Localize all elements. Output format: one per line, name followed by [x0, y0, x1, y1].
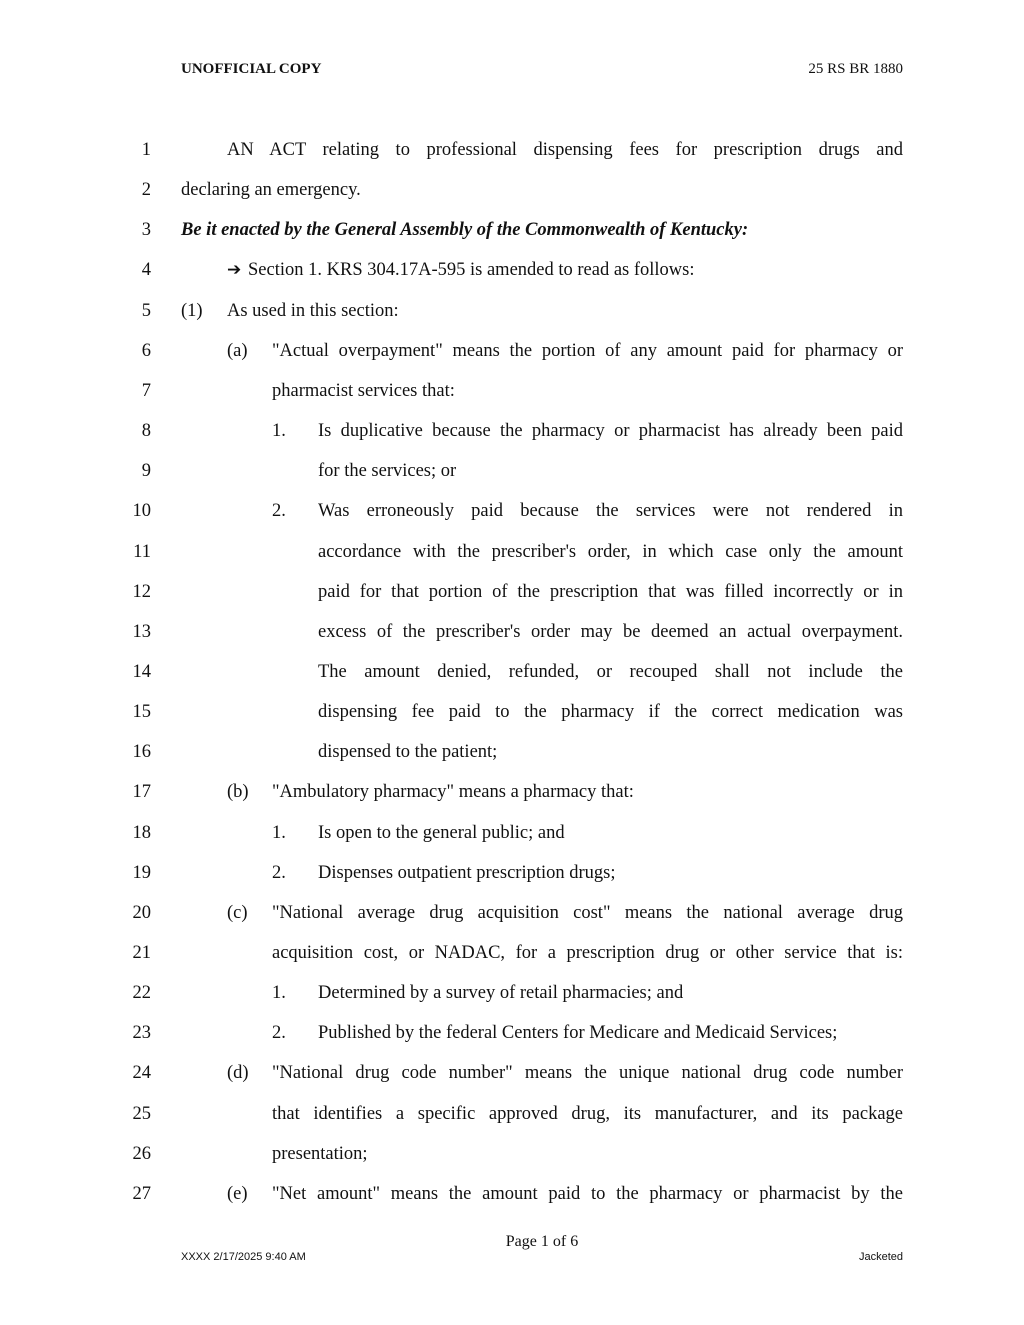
- line-number: 22: [132, 983, 151, 1003]
- list-marker: (d): [227, 1063, 249, 1083]
- list-marker: (1): [181, 301, 203, 321]
- line-text: that identifies a specific approved drug, its manufacturer, and its package: [272, 1104, 903, 1124]
- line-number: 7: [141, 381, 151, 401]
- line-text: Published by the federal Centers for Medicare and Medicaid Services;: [318, 1023, 838, 1043]
- line-number: 16: [132, 742, 151, 762]
- line-text: acquisition cost, or NADAC, for a prescription drug or other service that is:: [272, 943, 903, 963]
- line-number: 10: [132, 501, 151, 521]
- line-text: Is open to the general public; and: [318, 823, 565, 843]
- header-unofficial-copy: UNOFFICIAL COPY: [181, 61, 322, 77]
- line-text: Be it enacted by the General Assembly of the Commonwealth of Kentucky:: [181, 220, 749, 240]
- line-number: 17: [132, 782, 151, 802]
- line-number: 11: [133, 542, 151, 562]
- page-number: Page 1 of 6: [505, 1233, 579, 1250]
- list-marker: 1.: [272, 983, 286, 1003]
- line-number: 27: [132, 1184, 151, 1204]
- line-number: 12: [132, 582, 151, 602]
- line-text: declaring an emergency.: [181, 180, 361, 200]
- line-number: 9: [141, 461, 151, 481]
- line-text: paid for that portion of the prescription that was filled incorrectly or in: [318, 582, 903, 602]
- line-number: 21: [132, 943, 151, 963]
- line-number: 25: [132, 1104, 151, 1124]
- section-arrow-icon: ➔: [227, 260, 242, 280]
- line-text: Determined by a survey of retail pharmacies; and: [318, 983, 684, 1003]
- line-number: 23: [132, 1023, 151, 1043]
- line-number: 3: [141, 220, 151, 240]
- line-number: 2: [141, 180, 151, 200]
- list-marker: (c): [227, 903, 248, 923]
- header-bill-number: 25 RS BR 1880: [808, 61, 903, 77]
- footer-status: Jacketed: [858, 1251, 903, 1263]
- line-text: AN ACT relating to professional dispensing fees for prescription drugs and: [227, 140, 903, 160]
- line-number: 6: [141, 341, 151, 361]
- list-marker: (e): [227, 1184, 248, 1204]
- line-number: 8: [141, 421, 151, 441]
- line-number: 26: [132, 1144, 151, 1164]
- line-text: "National average drug acquisition cost" means the national average drug: [272, 903, 903, 923]
- line-number: 19: [132, 863, 151, 883]
- line-number: 13: [132, 622, 151, 642]
- line-text: dispensed to the patient;: [318, 742, 498, 762]
- line-text: "Ambulatory pharmacy" means a pharmacy that:: [272, 782, 634, 802]
- line-text: "Net amount" means the amount paid to the pharmacy or pharmacist by the: [272, 1184, 903, 1204]
- footer-timestamp: XXXX 2/17/2025 9:40 AM: [181, 1251, 306, 1263]
- line-number: 5: [141, 301, 151, 321]
- line-text: "Actual overpayment" means the portion of any amount paid for pharmacy or: [272, 341, 903, 361]
- line-text: excess of the prescriber's order may be deemed an actual overpayment.: [318, 622, 903, 642]
- line-number: 18: [132, 823, 151, 843]
- list-marker: 1.: [272, 421, 286, 441]
- line-text: Section 1. KRS 304.17A-595 is amended to read as follows:: [248, 260, 695, 280]
- line-text: As used in this section:: [227, 301, 399, 321]
- line-text: Is duplicative because the pharmacy or pharmacist has already been paid: [318, 421, 903, 441]
- line-number: 4: [141, 260, 151, 280]
- list-marker: 2.: [272, 501, 286, 521]
- line-number: 14: [132, 662, 151, 682]
- list-marker: (a): [227, 341, 248, 361]
- list-marker: (b): [227, 782, 249, 802]
- line-text: Dispenses outpatient prescription drugs;: [318, 863, 616, 883]
- line-number: 20: [132, 903, 151, 923]
- line-number: 15: [132, 702, 151, 722]
- line-text: accordance with the prescriber's order, in which case only the amount: [318, 542, 903, 562]
- line-number: 1: [141, 140, 151, 160]
- list-marker: 2.: [272, 1023, 286, 1043]
- line-text: "National drug code number" means the unique national drug code number: [272, 1063, 903, 1083]
- list-marker: 2.: [272, 863, 286, 883]
- line-text: presentation;: [272, 1144, 368, 1164]
- line-text: The amount denied, refunded, or recouped shall not include the: [318, 662, 903, 682]
- line-text: pharmacist services that:: [272, 381, 455, 401]
- list-marker: 1.: [272, 823, 286, 843]
- line-text: for the services; or: [318, 461, 457, 481]
- line-text: dispensing fee paid to the pharmacy if the correct medication was: [318, 702, 903, 722]
- line-text: Was erroneously paid because the services were not rendered in: [318, 501, 903, 521]
- line-number: 24: [132, 1063, 151, 1083]
